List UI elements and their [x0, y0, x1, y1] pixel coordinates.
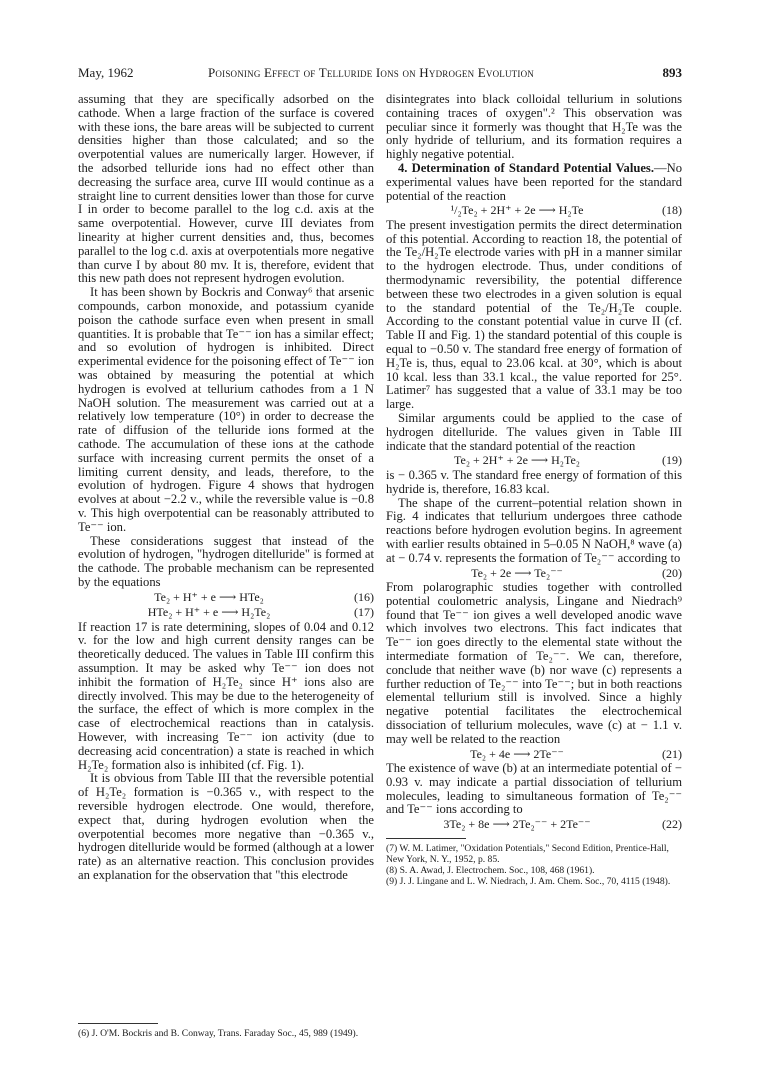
footnote: (8) S. A. Awad, J. Electrochem. Soc., 108, 468 (1961).	[386, 865, 595, 877]
equation-18	[386, 203, 682, 219]
equation-19	[386, 453, 682, 469]
section-heading: 4. Determination of Standard Potential Values.	[398, 160, 654, 175]
paragraph: Similar arguments could be applied to the case of hydrogen ditelluride. The values given in Table III indicate that the standard potential of the reaction	[386, 411, 682, 453]
paragraph: It is obvious from Table III that the reversible potential of H₂Te₂ formation is −0.365 v., with respect to the reversible hydrogen electrode. One would, therefore, expect that, during hydrogen evolution when the overpotential becomes more negative than −0.365 v., hydrogen ditelluride would be formed (although at a lower rate) as an alternative reaction. This conclusion provides an explanation for the observation that "this electrode	[78, 771, 374, 883]
equation-17	[78, 605, 374, 621]
paragraph: The present investigation permits the direct determination of this potential. According to reaction 18, the potential of the Te₂/H₂Te electrode varies with pH in a manner similar to the hydrogen electrode. Thus, under conditions of thermodynamic reversibility, the potential difference between these two electrodes in a given solution is equal to the standard potential of the Te₂/H₂Te couple. According to the constant potential value in curve II (cf. Table II and Fig. 1) the standard potential of this couple is equal to −0.50 v. The standard free energy of formation of H₂Te is, thus, equal to 23.06 kcal. at 30°, which is about 10 kcal. less than 33.1 kcal., the value reported for 25°. Latimer⁷ has suggested that a value of 33.1 may be too large.	[386, 217, 682, 412]
equation-number: (22)	[662, 817, 682, 832]
equation-formula: Te₂ + 4e ⟶ 2Te⁻⁻	[470, 746, 564, 761]
equation-number: (19)	[662, 453, 682, 468]
paragraph: If reaction 17 is rate determining, slopes of 0.04 and 0.12 v. for the low and high current density ranges can be theoretically deduced. The values in Table III confirm this assumption. It may be asked why Te⁻⁻ ion does not inhibit the formation of H₂Te₂ since H⁺ ions also are directly involved. This may be due to the heterogeneity of the surface, the effect of which is more complex in the case of electrochemical reactions than in catalysis. However, with increasing Te⁻⁻ ion activity (due to decreasing acid concentration) a state is reached in which H₂Te₂ formation also is inhibited (cf. Fig. 1).	[78, 619, 374, 772]
paragraph: The existence of wave (b) at an intermediate potential of − 0.93 v. may indicate a partial dissociation of tellurium molecules, leading to simultaneous formation of Te₂⁻⁻ and Te⁻⁻ ions according to	[386, 761, 682, 817]
left-footnotes	[78, 1018, 374, 1039]
paragraph: assuming that they are specifically adsorbed on the cathode. When a large fraction of the surface is covered with these ions, the bare areas will be subjected to current densities higher than those calculated; and so the overpotential values are numerically larger. However, if the adsorbed telluride ions had no effect other than decreasing the surface area, curve III would continue as a straight line to current densities lower than those for curve I in order to become parallel to the log c.d. axis at the same overpotential. However, curve III deviates from linearity at higher current densities and, thus, becomes parallel to the log c.d. axis at overpotentials more negative than curve I by about 80 mv. It is, therefore, evident that this new path does not represent hydrogen evolution.	[78, 92, 374, 286]
equation-16	[78, 590, 374, 606]
equation-formula: ¹/₂Te₂ + 2H⁺ + 2e ⟶ H₂Te	[450, 203, 584, 218]
equation-number: (16)	[354, 589, 374, 604]
equation-number: (21)	[662, 746, 682, 761]
footnote: (6) J. O'M. Bockris and B. Conway, Trans. Faraday Soc., 45, 989 (1949).	[78, 1028, 359, 1039]
footnote: (7) W. M. Latimer, "Oxidation Potentials," Second Edition, Prentice-Hall, New York, N. Y., 1952, p. 85.	[386, 842, 669, 865]
page-number: 893	[662, 65, 682, 80]
equation-formula: HTe₂ + H⁺ + e ⟶ H₂Te₂	[147, 605, 271, 620]
equation-number: (20)	[662, 565, 682, 580]
equation-formula: Te₂ + 2H⁺ + 2e ⟶ H₂Te₂	[454, 453, 580, 468]
equation-number: (17)	[354, 605, 374, 620]
left-column	[78, 93, 374, 883]
paragraph	[386, 162, 682, 203]
equation-22	[386, 817, 682, 833]
equation-21	[386, 747, 682, 763]
equation-formula: Te₂ + 2e ⟶ Te₂⁻⁻	[471, 565, 563, 580]
equation-formula: Te₂ + H⁺ + e ⟶ HTe₂	[154, 589, 264, 604]
header-date: May, 1962	[78, 65, 134, 80]
footnote-rule	[78, 1023, 158, 1024]
footnote-rule	[386, 838, 466, 839]
paragraph: disintegrates into black colloidal tellurium in solutions containing traces of oxygen".² This observation was peculiar since it formerly was thought that H₂Te was the only hydride of tellurium, and its formation requires a highly negative potential.	[386, 92, 682, 162]
equation-number: (18)	[662, 203, 682, 218]
equation-20	[386, 566, 682, 582]
paragraph-text: —No experimental values have been reported for the standard potential of the reaction	[386, 160, 682, 203]
paragraph: The shape of the current–potential relation shown in Fig. 4 indicates that tellurium undergoes three cathode reactions before hydrogen evolution begins. In agreement with earlier results obtained in 5–0.05 N NaOH,⁸ wave (a) at − 0.74 v. represents the formation of Te₂⁻⁻ according to	[386, 495, 682, 565]
equation-formula: 3Te₂ + 8e ⟶ 2Te₂⁻⁻ + 2Te⁻⁻	[443, 817, 591, 832]
paragraph: It has been shown by Bockris and Conway⁶ that arsenic compounds, carbon monoxide, and potassium cyanide poison the cathode surface even when present in small quantities. It is probable that Te⁻⁻ ion has a similar effect; and so evolution of hydrogen is inhibited. Direct experimental evidence for the poisoning effect of Te⁻⁻ ion was obtained by measuring the potential at which hydrogen is evolved at tellurium cathodes from a 1 N NaOH solution. The measurement was carried out at a relatively low temperature (10°) in order to decrease the rate of diffusion of the telluride ions formed at the cathode. The accumulation of these ions at the cathode surface with increasing current permits the onset of a limiting current density, and leads, therefore, to the evolution of hydrogen. Figure 4 shows that hydrogen evolves at about −2.2 v., while the reversible value is −0.8 v. This high overpotential can be reasonably attributed to Te⁻⁻ ion.	[78, 285, 374, 534]
paragraph: is − 0.365 v. The standard free energy of formation of this hydride is, therefore, 16.83 kcal.	[386, 467, 682, 496]
footnote: (9) J. J. Lingane and L. W. Niedrach, J. Am. Chem. Soc., 70, 4115 (1948).	[386, 876, 671, 888]
running-title: Poisoning Effect of Telluride Ions on Hydrogen Evolution	[208, 65, 534, 80]
paragraph: These considerations suggest that instead of the evolution of hydrogen, "hydrogen ditelluride" is formed at the cathode. The probable mechanism can be represented by the equations	[78, 533, 374, 589]
paragraph: From polarographic studies together with controlled potential coulometric analysis, Lingane and Niedrach⁹ found that Te⁻⁻ ion gives a well developed anodic wave which involves two electrons. This fact indicates that Te⁻⁻ ion goes directly to the elemental state without the intermediate formation of Te₂⁻⁻. We can, therefore, conclude that neither wave (b) nor wave (c) represents a further reduction of Te₂⁻⁻ into Te⁻⁻; but in both reactions elemental tellurium still is involved. Since a highly negative potential facilitates the electrochemical dissociation of tellurium molecules, wave (c) at − 1.1 v. may well be related to the reaction	[386, 580, 682, 746]
right-column	[386, 93, 682, 888]
page-header	[78, 64, 682, 82]
